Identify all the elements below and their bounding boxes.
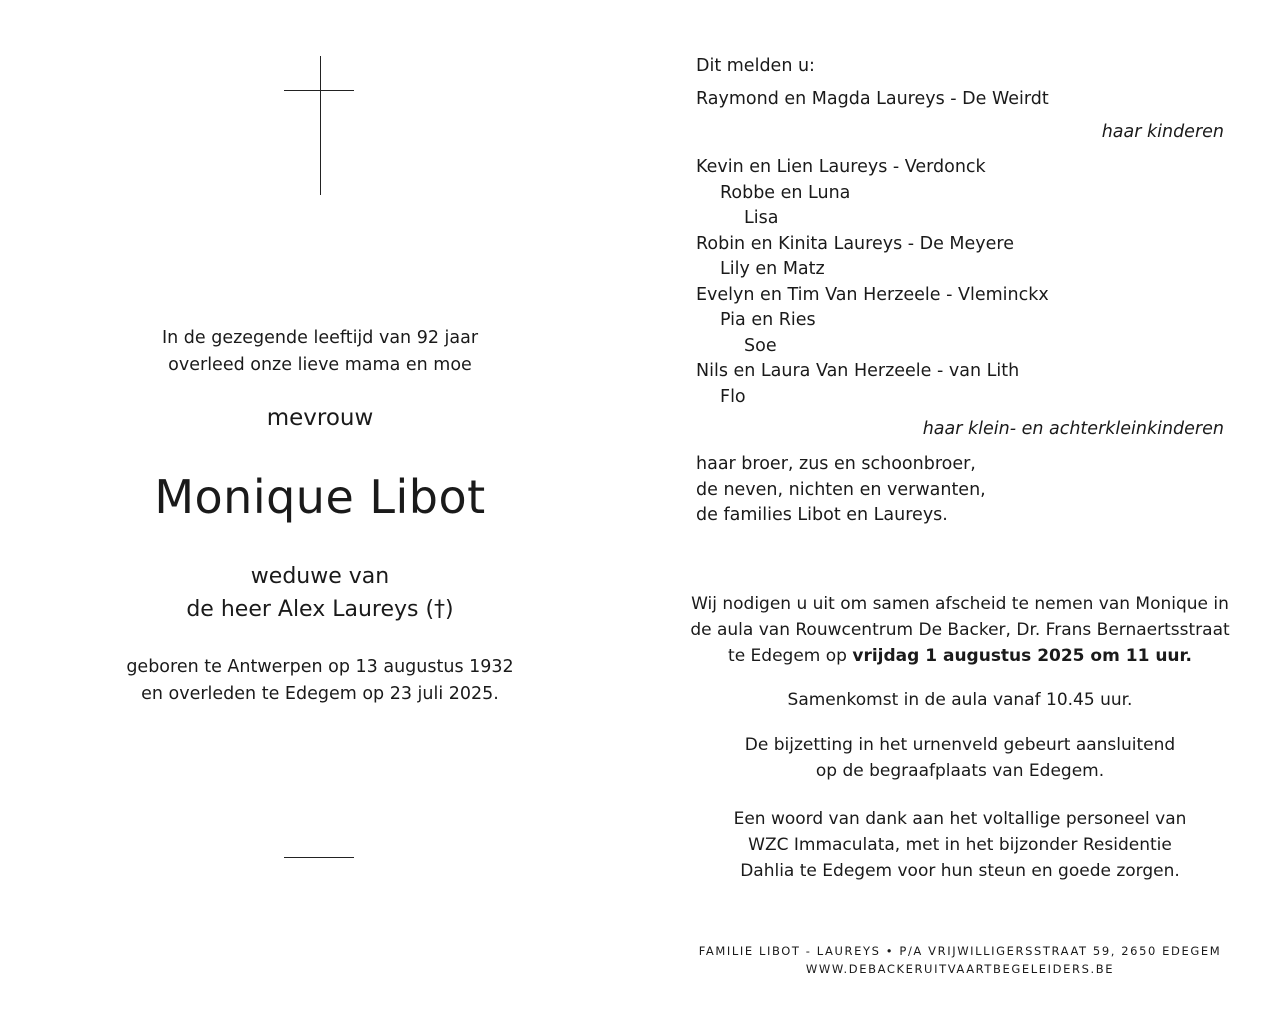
list-item: Flo: [720, 386, 746, 407]
widow-line: weduwe van: [250, 564, 390, 589]
invite-line-last: [676, 643, 1244, 669]
children-label: haar kinderen: [1101, 122, 1224, 142]
list-item: Evelyn en Tim Van Herzeele - Vleminckx: [696, 284, 1049, 305]
grandchildren-label: haar klein- en achterkleinkinderen: [922, 419, 1224, 439]
ceremony-datetime: vrijdag 1 augustus 2025 om 11 uur.: [852, 646, 1192, 666]
thanks-text: [676, 806, 1244, 884]
relatives-line: de neven, nichten en verwanten,: [696, 479, 986, 500]
birth-death-dates: [0, 654, 640, 708]
intro-text: [0, 325, 640, 379]
intro-line: In de gezegende leeftijd van 92 jaar: [161, 328, 479, 348]
cross-icon-bar: [284, 90, 354, 91]
deceased-name: Monique Libot: [154, 470, 486, 524]
burial-line: De bijzetting in het urnenveld gebeurt aansluitend: [744, 735, 1176, 755]
thanks-line: Dahlia te Edegem voor hun steun en goede zorgen.: [740, 861, 1180, 881]
cross-icon: [320, 56, 321, 195]
honorific: mevrouw: [266, 405, 374, 431]
thanks-line: Een woord van dank aan het voltallige personeel van: [733, 809, 1187, 829]
widow-of: [0, 560, 640, 626]
thanks-line: WZC Immaculata, met in het bijzonder Residentie: [748, 835, 1172, 855]
widow-line: de heer Alex Laureys (†): [186, 597, 454, 622]
children-names: Raymond en Magda Laureys - De Weirdt: [696, 89, 1049, 109]
list-item: Lisa: [744, 208, 779, 228]
burial-text: [676, 732, 1244, 784]
right-panel: [690, 0, 1230, 1030]
other-relatives: [696, 452, 986, 529]
intro-line: overleed onze lieve mama en moe: [168, 355, 472, 375]
list-item: Pia en Ries: [720, 310, 816, 330]
invite-prefix: te Edegem op: [728, 646, 853, 666]
list-item: Robin en Kinita Laureys - De Meyere: [696, 233, 1014, 254]
list-item: Nils en Laura Van Herzeele - van Lith: [696, 361, 1020, 381]
relatives-line: de families Libot en Laureys.: [696, 505, 948, 525]
list-item: Robbe en Luna: [720, 182, 851, 203]
gathering-text: Samenkomst in de aula vanaf 10.45 uur.: [787, 690, 1133, 710]
footer-website: WWW.DEBACKERUITVAARTBEGELEIDERS.BE: [805, 962, 1115, 976]
grandchildren-list: [696, 155, 1049, 410]
date-line: en overleden te Edegem op 23 juli 2025.: [141, 684, 499, 704]
footer: [676, 942, 1244, 978]
date-line: geboren te Antwerpen op 13 augustus 1932: [126, 657, 514, 677]
announce-text: Dit melden u:: [696, 56, 815, 76]
burial-line: op de begraafplaats van Edegem.: [815, 761, 1105, 781]
list-item: Kevin en Lien Laureys - Verdonck: [696, 157, 986, 177]
divider: [284, 857, 354, 858]
invite-line: Wij nodigen u uit om samen afscheid te nemen van Monique in: [691, 594, 1229, 614]
footer-address: FAMILIE LIBOT - LAUREYS • P/A VRIJWILLIGERSSTRAAT 59, 2650 EDEGEM: [698, 944, 1222, 958]
list-item: Lily en Matz: [720, 259, 825, 279]
invite-line: de aula van Rouwcentrum De Backer, Dr. Frans Bernaertsstraat: [690, 620, 1230, 640]
relatives-line: haar broer, zus en schoonbroer,: [696, 454, 976, 474]
invitation-text: [676, 591, 1244, 669]
list-item: Soe: [744, 335, 777, 356]
